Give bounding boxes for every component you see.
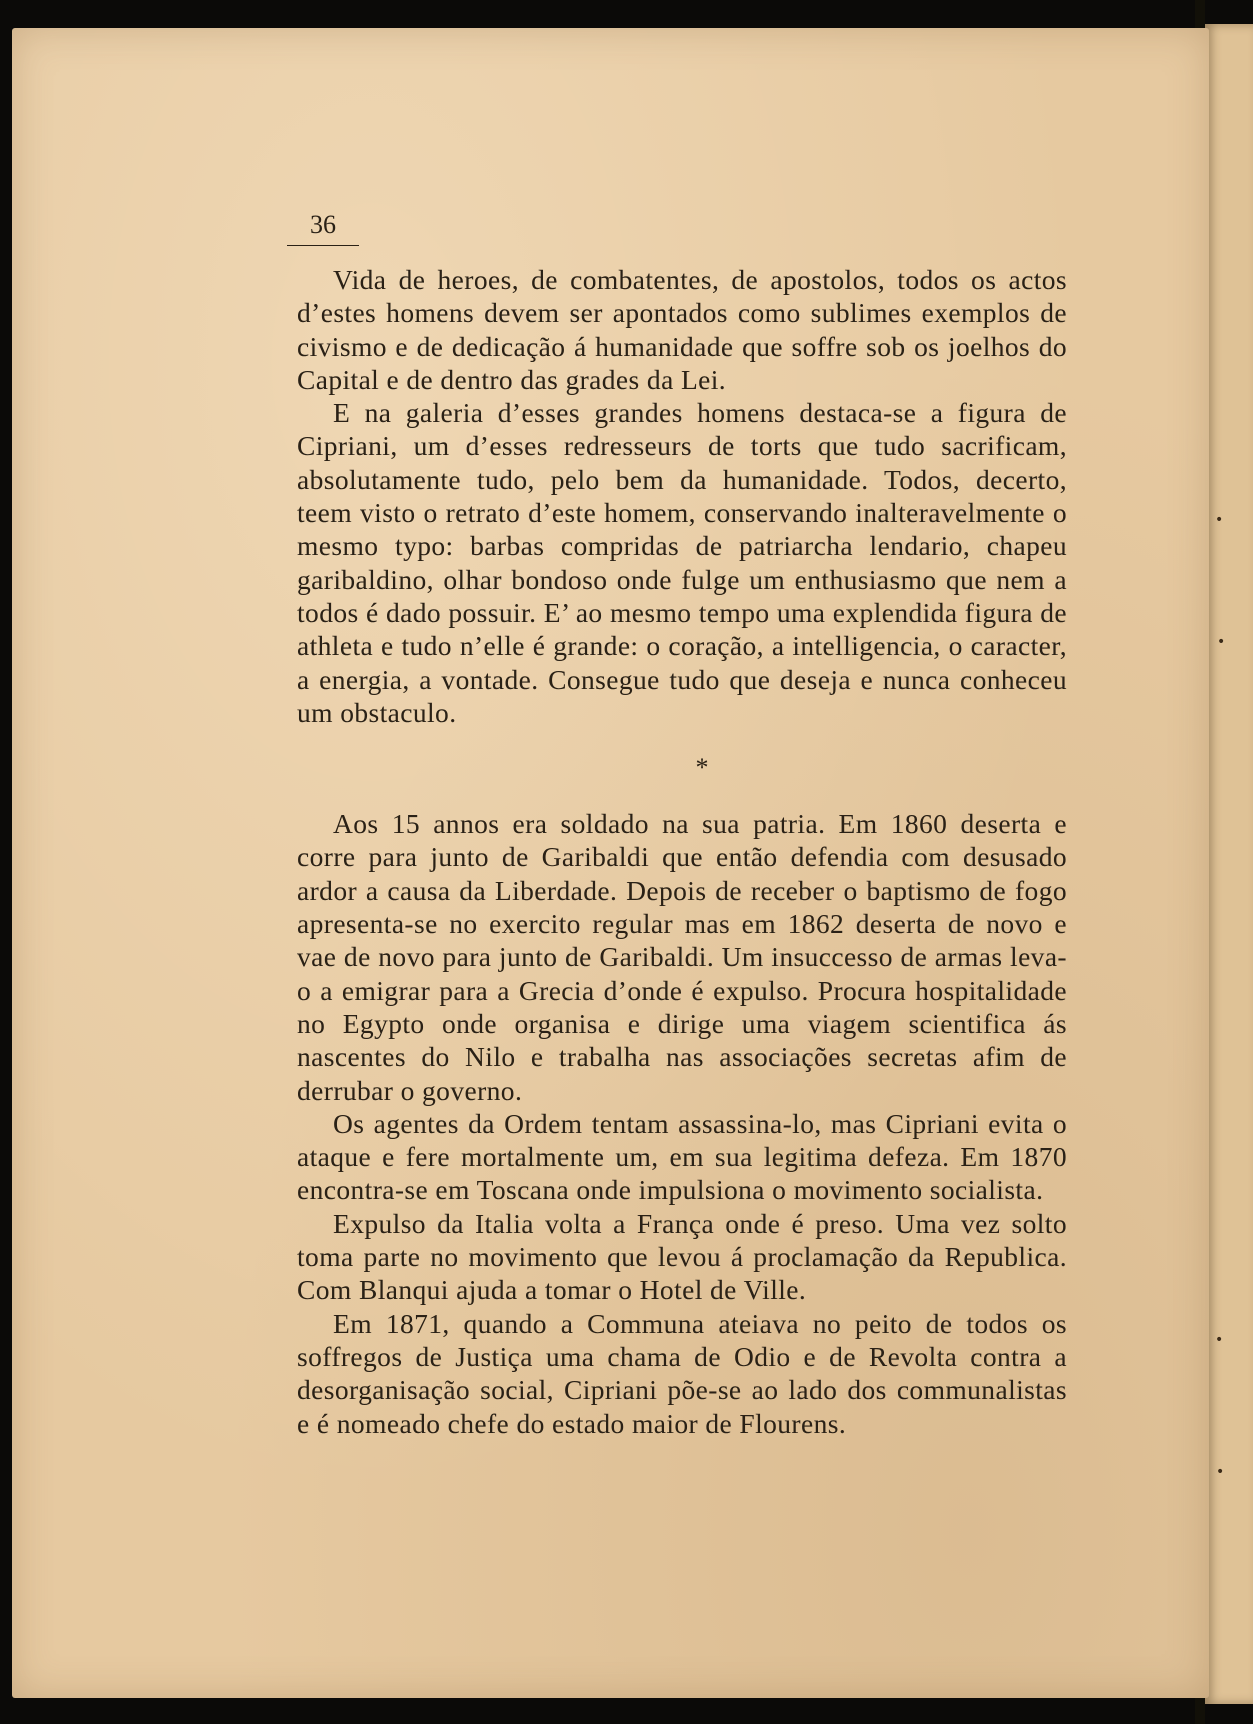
margin-speck: • — [1216, 1464, 1225, 1480]
paragraph: Aos 15 annos era soldado na sua patria. Em 1860 deserta e corre para junto de Garibaldi que então defendia com desusado ardor a causa da Liberdade. Depois de receber o baptismo de fogo apresenta-se no exercito regular mas em 1862 deserta de novo e vae de novo para junto de Garibaldi. Um insuccesso de armas leva-o a emigrar para a Grecia d’onde é expulso. Procura hospitalidade no Egypto onde organisa e dirige uma viagem scientifica ás nascentes do Nilo e trabalha nas associações secretas afim de derrubar o governo. — [297, 808, 1067, 1106]
adjacent-page-edge — [1205, 24, 1253, 1704]
body-text — [297, 263, 1067, 1440]
section-asterisk: * — [695, 753, 709, 783]
margin-speck: • — [1217, 634, 1226, 650]
margin-speck: • — [1215, 1332, 1224, 1348]
paragraph: E na galeria d’esses grandes homens destaca-se a figura de Cipriani, um d’esses redresseurs de torts que tudo sacrificam, absolutamente tudo, pelo bem da humanidade. Todos, decerto, teem visto o retrato d’este homem, conservando inalteravelmente o mesmo typo: barbas compridas de patriarcha lendario, chapeu garibaldino, olhar bondoso onde fulge um enthusiasmo que nem a todos é dado possuir. E’ ao mesmo tempo uma explendida figura de athleta e tudo n’elle é grande: o coração, a intelligencia, o caracter, a energia, a vontade. Consegue tudo que deseja e nunca conheceu um obstaculo. — [297, 397, 1067, 728]
margin-speck: • — [1215, 512, 1224, 528]
paragraph: Expulso da Italia volta a França onde é preso. Uma vez solto toma parte no movimento que levou á proclamação da Republica. Com Blanqui ajuda a tomar o Hotel de Ville. — [297, 1207, 1067, 1306]
paragraph: Vida de heroes, de combatentes, de apostolos, todos os actos d’estes homens devem ser apontados como sublimes exemplos de civismo e de dedicação á humanidade que soffre sob os joelhos do Capital e de dentro das grades da Lei. — [297, 264, 1067, 395]
paragraph: Os agentes da Ordem tentam assassina-lo, mas Cipriani evita o ataque e fere mortalmente um, em sua legitima defeza. Em 1870 encontra-se em Toscana onde impulsiona o movimento socialista. — [297, 1107, 1067, 1206]
page-number: 36 — [287, 211, 359, 246]
paragraph: Em 1871, quando a Communa ateiava no peito de todos os soffregos de Justiça uma chama de Odio e de Revolta contra a desorganisação social, Cipriani põe-se ao lado dos communalistas e é nomeado chefe do estado maior de Flourens. — [297, 1307, 1067, 1439]
book-page — [12, 28, 1209, 1698]
